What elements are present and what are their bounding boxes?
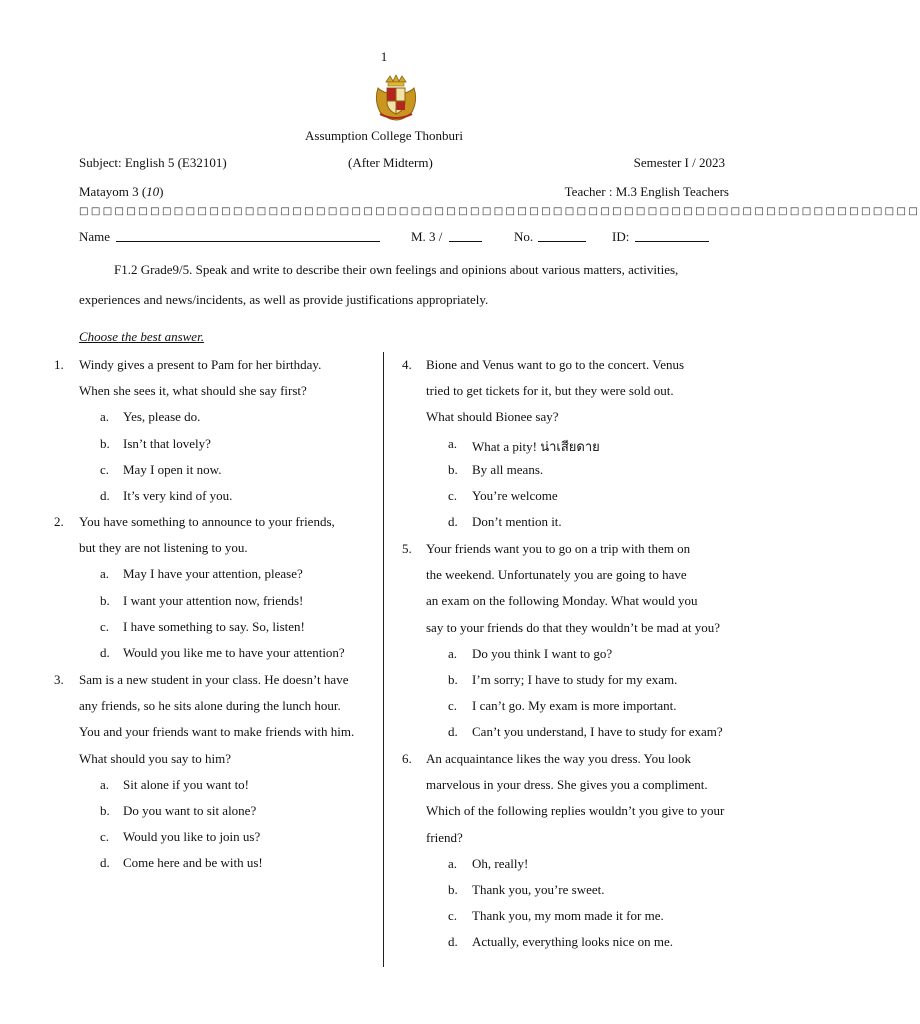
objective-line-1: F1.2 Grade9/5. Speak and write to describe their own feelings and opinions about various matters, activities, [114, 262, 679, 277]
question-text-line: Your friends want you to go on a trip with them on [426, 541, 691, 556]
option-text[interactable]: I have something to say. So, listen! [123, 618, 305, 634]
option-letter[interactable]: d. [448, 724, 458, 740]
option-text[interactable]: By all means. [472, 461, 544, 477]
option-letter[interactable]: b. [100, 435, 110, 451]
option-letter[interactable]: d. [448, 934, 458, 950]
question-text-line: You and your friends want to make friends with him. [79, 724, 355, 740]
option-text[interactable]: What a pity! น่าเสียดาย [472, 438, 600, 454]
class-field-label: M. 3 / [411, 229, 443, 244]
box-row-divider: □□□□□□□□□□□□□□□□□□□□□□□□□□□□□□□□□□□□□□□□□□□□□□□□□□□□□□□□□□□□□□□□□□□□□□□ [79, 206, 920, 217]
option-letter[interactable]: d. [448, 514, 458, 530]
option-text[interactable]: It’s very kind of you. [123, 488, 233, 503]
grade-suffix: ) [159, 184, 164, 199]
option-text[interactable]: I can’t go. My exam is more important. [472, 698, 677, 714]
grade-label [79, 184, 164, 200]
question-text-line: but they are not listening to you. [79, 540, 248, 556]
option-letter[interactable]: c. [448, 488, 458, 503]
option-letter[interactable]: c. [100, 461, 110, 477]
question-text-line: say to your friends do that they wouldn’t be mad at you? [426, 619, 721, 635]
question-text-line: When she sees it, what should she say first? [79, 383, 307, 399]
name-field-label: Name [79, 229, 111, 244]
option-text[interactable]: Would you like to join us? [123, 829, 261, 845]
option-text[interactable]: Do you think I want to go? [472, 645, 613, 661]
question-number: 6. [402, 751, 412, 766]
question-text-line: What should you say to him? [79, 750, 232, 766]
question-text-line: Which of the following replies wouldn’t you give to your [426, 803, 725, 819]
option-letter[interactable]: a. [100, 566, 110, 582]
name-field-blank[interactable] [116, 229, 380, 242]
question-text-line: any friends, so he sits alone during the lunch hour. [79, 698, 341, 714]
question-text-line: Sam is a new student in your class. He doesn’t have [79, 672, 349, 687]
option-letter[interactable]: b. [448, 461, 458, 477]
id-field-blank[interactable] [635, 229, 709, 242]
option-text[interactable]: Actually, everything looks nice on me. [472, 934, 673, 950]
question-text-line: Bione and Venus want to go to the concert. Venus [426, 357, 685, 372]
option-text[interactable]: Sit alone if you want to! [123, 776, 250, 792]
column-divider [383, 352, 384, 967]
question-text-line: An acquaintance likes the way you dress. You look [426, 751, 692, 766]
question-text-line: What should Bionee say? [426, 409, 559, 425]
option-letter[interactable]: c. [448, 908, 458, 924]
question-number: 3. [54, 672, 64, 687]
option-text[interactable]: I’m sorry; I have to study for my exam. [472, 672, 678, 687]
question-number: 2. [54, 514, 64, 529]
question-text-line: Windy gives a present to Pam for her birthday. [79, 357, 322, 372]
option-text[interactable]: Don’t mention it. [472, 514, 562, 530]
question-text-line: the weekend. Unfortunately you are going to have [426, 567, 687, 583]
option-text[interactable]: Would you like me to have your attention? [123, 645, 345, 660]
question-text-line: tried to get tickets for it, but they were sold out. [426, 383, 674, 399]
option-text[interactable]: May I open it now. [123, 461, 222, 477]
question-text-line: marvelous in your dress. She gives you a compliment. [426, 777, 708, 793]
grade-number: 10 [146, 184, 160, 199]
number-field-label: No. [514, 229, 534, 244]
option-letter[interactable]: a. [448, 645, 458, 661]
class-field-blank[interactable] [449, 229, 482, 242]
option-text[interactable]: Do you want to sit alone? [123, 803, 257, 818]
option-text[interactable]: May I have your attention, please? [123, 566, 303, 582]
option-letter[interactable]: a. [100, 409, 110, 425]
school-crest-icon [372, 74, 420, 122]
option-letter[interactable]: d. [100, 488, 110, 503]
question-number: 5. [402, 541, 412, 556]
option-text[interactable]: Can’t you understand, I have to study for exam? [472, 724, 723, 740]
option-letter[interactable]: c. [100, 618, 110, 634]
school-name: Assumption College Thonburi [305, 128, 463, 143]
objective-line-2: experiences and news/incidents, as well as provide justifications appropriately. [79, 292, 489, 307]
question-number: 4. [402, 357, 412, 372]
option-letter[interactable]: c. [100, 829, 110, 845]
option-text[interactable]: Oh, really! [472, 855, 529, 871]
term-label: (After Midterm) [348, 155, 433, 170]
instruction: Choose the best answer. [79, 329, 204, 344]
option-letter[interactable]: a. [100, 776, 110, 792]
option-letter[interactable]: a. [448, 855, 458, 871]
learning-objective [79, 255, 737, 315]
number-field-blank[interactable] [538, 229, 586, 242]
teacher-label: Teacher : M.3 English Teachers [564, 184, 729, 199]
question-text-line: You have something to announce to your friends, [79, 514, 335, 529]
semester-label: Semester I / 2023 [633, 155, 725, 170]
option-text[interactable]: You’re welcome [472, 488, 558, 503]
question-text-line: friend? [426, 829, 463, 845]
option-letter[interactable]: b. [448, 672, 458, 687]
question-number: 1. [54, 357, 64, 372]
id-field-label: ID: [612, 229, 630, 244]
page-number: 1 [380, 49, 388, 64]
option-text[interactable]: Come here and be with us! [123, 855, 263, 871]
option-text[interactable]: I want your attention now, friends! [123, 592, 304, 608]
option-letter[interactable]: c. [448, 698, 458, 714]
option-letter[interactable]: b. [100, 592, 110, 608]
option-letter[interactable]: a. [448, 435, 458, 451]
option-letter[interactable]: b. [100, 803, 110, 818]
option-text[interactable]: Isn’t that lovely? [123, 435, 211, 451]
subject-line: Subject: English 5 (E32101) [79, 155, 227, 170]
option-letter[interactable]: d. [100, 855, 110, 871]
option-letter[interactable]: b. [448, 882, 458, 897]
question-text-line: an exam on the following Monday. What would you [426, 593, 698, 609]
option-text[interactable]: Thank you, my mom made it for me. [472, 908, 664, 924]
option-text[interactable]: Yes, please do. [123, 409, 201, 425]
grade-prefix: Matayom 3 ( [79, 184, 147, 199]
option-letter[interactable]: d. [100, 645, 110, 660]
option-text[interactable]: Thank you, you’re sweet. [472, 882, 605, 897]
